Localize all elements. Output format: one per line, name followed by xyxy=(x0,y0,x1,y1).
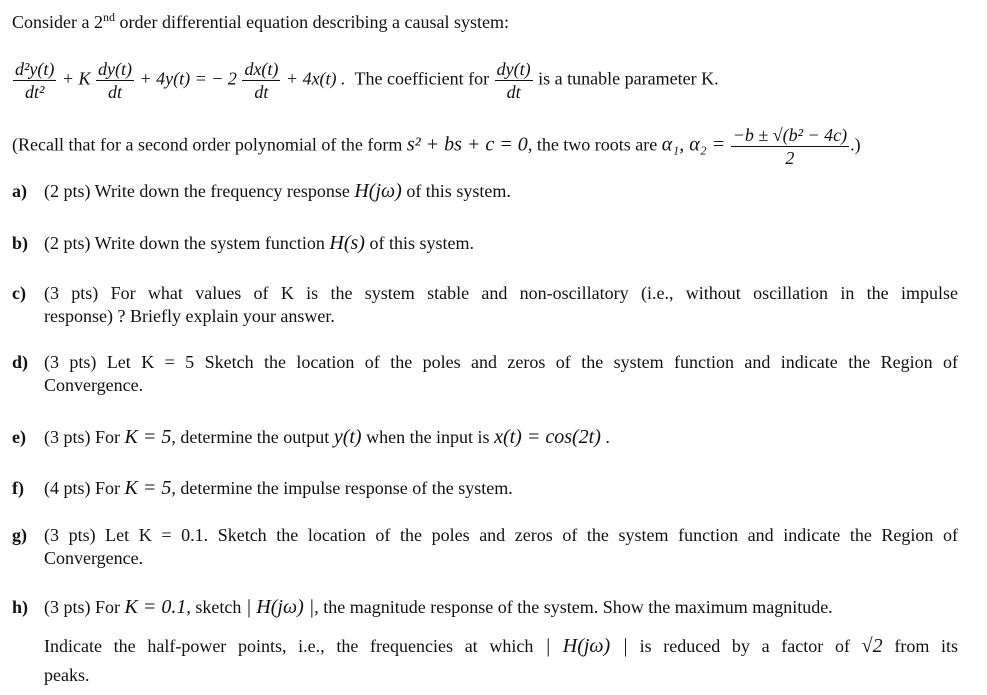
question-c xyxy=(12,282,958,328)
question-b-math: H(s) xyxy=(329,232,365,254)
question-a xyxy=(12,180,958,203)
question-d-line2: Convergence. xyxy=(44,375,144,395)
frac-dy-coef-num: dy(t) xyxy=(496,59,531,79)
question-h-text4: Indicate the half-power points, i.e., the frequencies at which xyxy=(44,636,546,656)
question-e xyxy=(12,426,958,449)
question-h xyxy=(12,596,958,687)
frac-dx-num: dx(t) xyxy=(244,59,279,79)
question-h-text3: , the magnitude response of the system. Show the maximum magnitude. xyxy=(314,597,833,617)
frac-dy-den: dt xyxy=(108,82,123,102)
frac-dx-den: dt xyxy=(254,82,269,102)
question-label: h) xyxy=(12,597,29,617)
question-e-x: x(t) = cos(2t) xyxy=(494,426,601,448)
question-h-text6: from its xyxy=(882,636,959,656)
question-f-text: (4 pts) For xyxy=(44,478,125,498)
question-label: a) xyxy=(12,181,27,201)
question-f-k: K = 5 xyxy=(124,477,172,499)
recall-poly: s² + bs + c = 0 xyxy=(406,133,528,156)
frac-d2y-num: d²y(t) xyxy=(15,59,55,79)
question-e-body xyxy=(44,426,958,449)
frac-quadratic-den: 2 xyxy=(785,148,795,168)
frac-d2y xyxy=(13,58,56,103)
question-e-y: y(t) xyxy=(333,426,362,448)
question-c-line1: (3 pts) For what values of K is the system stable and non-oscillatory (i.e., without oscillation in the impulse xyxy=(44,283,958,303)
eq-tail: is a tunable parameter K. xyxy=(538,68,719,89)
intro-text-after: order differential equation describing a causal system: xyxy=(114,12,510,32)
question-b xyxy=(12,232,958,255)
question-g-line1: (3 pts) Let K = 0.1. Sketch the location of the poles and zeros of the system function and indicate the Region of xyxy=(44,525,958,545)
question-a-text-end: of this system. xyxy=(401,181,511,201)
question-h-text5: is reduced by a factor of xyxy=(627,636,862,656)
question-f-body xyxy=(44,477,958,500)
question-label: c) xyxy=(12,283,26,303)
question-g xyxy=(12,524,958,570)
question-label: b) xyxy=(12,233,29,253)
frac-dy xyxy=(96,58,134,103)
question-h-sqrt2: √2 xyxy=(861,635,883,657)
recall-post: .) xyxy=(850,134,861,155)
question-a-math: H(jω) xyxy=(354,180,402,202)
question-e-text2: , determine the output xyxy=(171,427,334,447)
frac-dy-coef xyxy=(495,58,533,103)
question-h-line1 xyxy=(44,596,958,619)
equation-line xyxy=(12,58,719,103)
intro-text-before: Consider a 2 xyxy=(12,12,103,32)
question-e-text3: when the input is xyxy=(361,427,495,447)
recall-line xyxy=(12,124,861,169)
question-h-line3: peaks. xyxy=(44,665,90,685)
question-h-line2 xyxy=(44,635,958,658)
question-label: e) xyxy=(12,427,26,447)
question-h-mag: | H(jω) | xyxy=(245,596,315,618)
question-f xyxy=(12,477,958,500)
frac-dy-coef-den: dt xyxy=(506,82,521,102)
question-e-k: K = 5 xyxy=(124,426,172,448)
question-a-body xyxy=(44,180,958,203)
question-label: f) xyxy=(12,478,24,498)
question-h-text: (3 pts) For xyxy=(44,597,125,617)
question-g-line2: Convergence. xyxy=(44,548,144,568)
eq-middle: + 4y(t) = − 2 xyxy=(139,68,237,89)
intro-line xyxy=(12,10,509,33)
question-h-mag2: | H(jω) | xyxy=(545,635,628,657)
question-d-line1: (3 pts) Let K = 5 Sketch the location of the poles and zeros of the system function and indicate the Region of xyxy=(44,352,958,372)
recall-mid: , the two roots are xyxy=(527,134,658,155)
question-a-text: (2 pts) Write down the frequency response xyxy=(44,181,355,201)
frac-dx xyxy=(242,58,280,103)
frac-quadratic xyxy=(731,124,849,169)
question-b-body xyxy=(44,232,958,255)
question-e-end: . xyxy=(600,427,610,447)
question-d xyxy=(12,351,958,397)
eq-end: + 4x(t) . xyxy=(285,68,346,89)
frac-d2y-den: dt² xyxy=(24,82,45,102)
question-label: d) xyxy=(12,352,29,372)
recall-pre: (Recall that for a second order polynomial of the form xyxy=(12,134,403,155)
question-e-text: (3 pts) For xyxy=(44,427,125,447)
question-label: g) xyxy=(12,525,27,545)
question-h-text2: , sketch xyxy=(186,597,246,617)
recall-roots: α₁, α₂ = xyxy=(661,133,726,156)
coef-text: The coefficient for xyxy=(354,68,490,89)
question-b-text: (2 pts) Write down the system function xyxy=(44,233,330,253)
op-plus-k: + K xyxy=(61,68,91,89)
question-b-text-end: of this system. xyxy=(364,233,474,253)
question-c-line2: response) ? Briefly explain your answer. xyxy=(44,306,335,326)
frac-dy-num: dy(t) xyxy=(98,59,133,79)
question-h-k: K = 0.1 xyxy=(124,596,187,618)
question-f-end: , determine the impulse response of the system. xyxy=(171,478,513,498)
frac-quadratic-num: −b ± √(b² − 4c) xyxy=(732,125,848,145)
intro-superscript: nd xyxy=(102,10,115,24)
